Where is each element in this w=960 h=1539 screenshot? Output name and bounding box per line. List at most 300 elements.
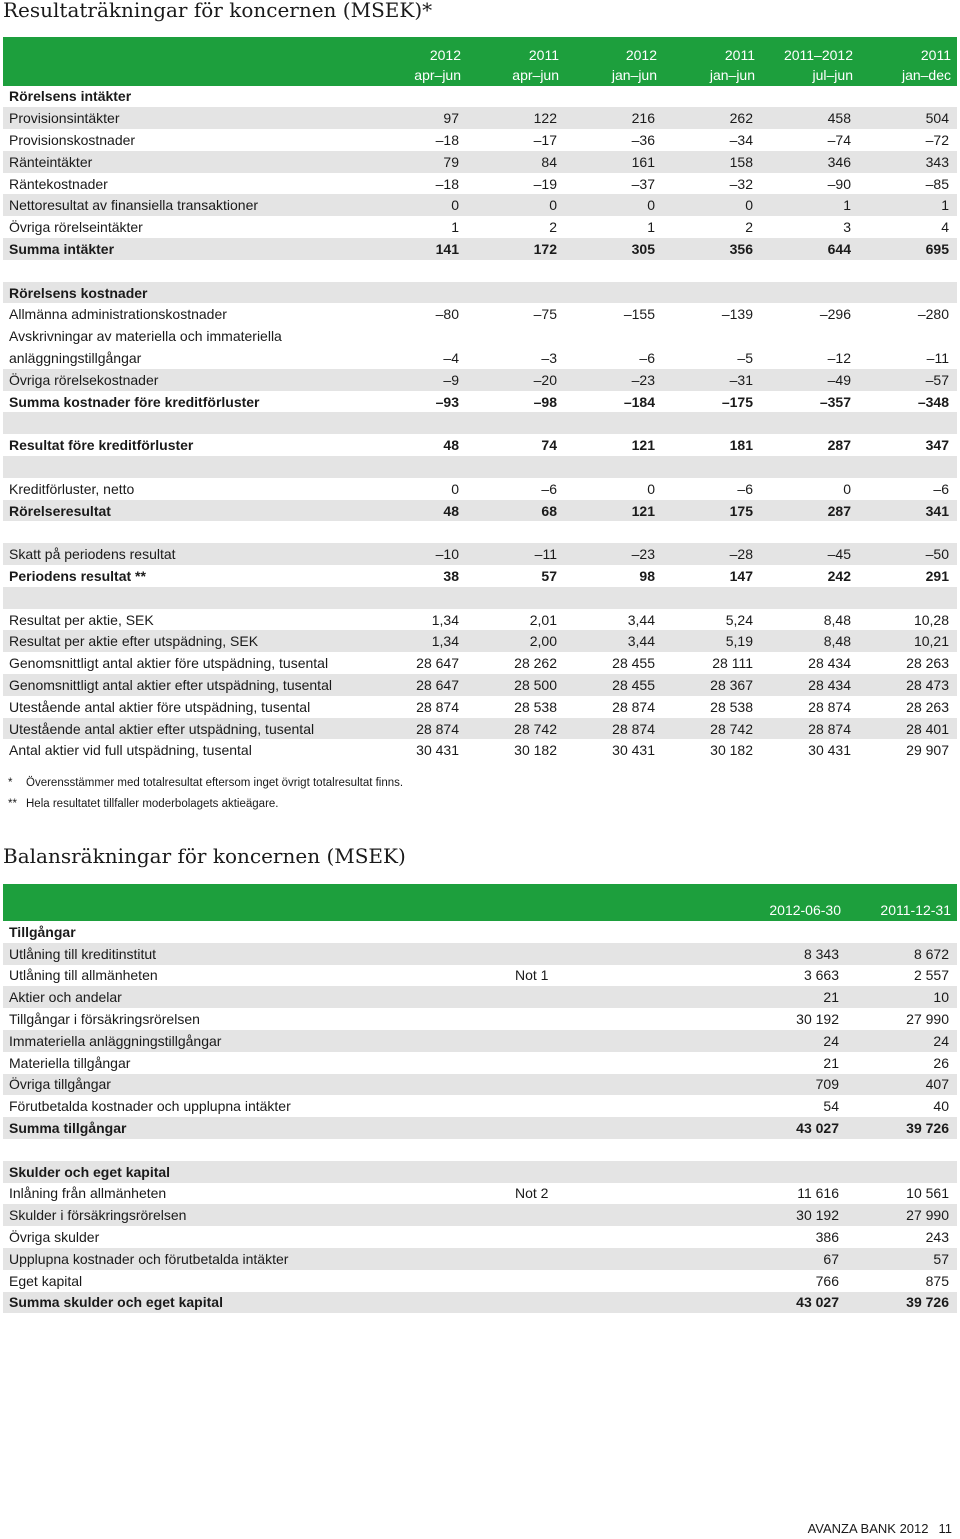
row-value: 38 xyxy=(443,567,459,584)
row-value: 0 xyxy=(467,194,565,216)
row-value: –23 xyxy=(565,543,663,565)
row-value xyxy=(363,86,467,108)
row-label: Utestående antal aktier före utspädning, tusental xyxy=(9,698,311,715)
table-row xyxy=(3,1248,957,1270)
balance-rows xyxy=(3,921,957,1313)
row-label xyxy=(3,521,363,543)
row-value: –9 xyxy=(363,369,467,391)
year-header: 2011 xyxy=(663,37,761,65)
year-header: 2012 xyxy=(565,37,663,65)
row-value: 28 367 xyxy=(663,674,761,696)
row-value xyxy=(565,260,663,282)
row-label: Resultat per aktie efter utspädning, SEK xyxy=(3,630,363,652)
table-row xyxy=(3,652,957,674)
row-label: Summa skulder och eget kapital xyxy=(3,1292,509,1314)
page-footer xyxy=(808,1521,952,1536)
row-note xyxy=(509,1117,659,1139)
row-value: –10 xyxy=(363,543,467,565)
table-row xyxy=(3,173,957,195)
row-value: 28 434 xyxy=(761,674,859,696)
row-value: 8,48 xyxy=(761,630,859,652)
row-value: 122 xyxy=(467,107,565,129)
row-value xyxy=(663,521,761,543)
table-row xyxy=(3,1008,957,1030)
row-label: Genomsnittligt antal aktier efter utspädning, tusental xyxy=(3,674,363,696)
row-value: 67 xyxy=(659,1248,847,1270)
table-row xyxy=(3,282,957,304)
row-label: Utlåning till kreditinstitut xyxy=(3,943,509,965)
table-row xyxy=(3,216,957,238)
row-value: 57 xyxy=(847,1248,957,1270)
row-value xyxy=(565,282,663,304)
row-value xyxy=(761,587,859,609)
row-value xyxy=(467,260,565,282)
row-value: 43 027 xyxy=(659,1292,847,1314)
row-value: 2,01 xyxy=(529,611,557,628)
footnote-text: Överensstämmer med totalresultat eftersom inget övrigt totalresultat finns. xyxy=(26,777,404,789)
row-value: 30 431 xyxy=(612,742,655,759)
row-value: 1 xyxy=(647,219,655,236)
table-row xyxy=(3,630,957,652)
row-value: 644 xyxy=(761,238,859,260)
row-value xyxy=(847,921,957,943)
row-value: 27 990 xyxy=(847,1204,957,1226)
year-header: 2011–2012 xyxy=(761,37,859,65)
row-value: –17 xyxy=(533,131,557,148)
row-value: –28 xyxy=(663,543,761,565)
page-number: 11 xyxy=(938,1521,952,1536)
row-label: Rörelseresultat xyxy=(3,500,363,522)
period-header: apr–jun xyxy=(363,65,467,86)
row-note xyxy=(509,1074,659,1096)
row-label: Räntekostnader xyxy=(9,175,108,192)
row-value xyxy=(363,282,467,304)
row-value xyxy=(663,282,761,304)
row-label: Kreditförluster, netto xyxy=(9,480,135,497)
table-row xyxy=(3,260,957,282)
row-value xyxy=(565,587,663,609)
table-row xyxy=(3,86,957,108)
table-row xyxy=(3,521,957,543)
row-label: Upplupna kostnader och förutbetalda intäkter xyxy=(3,1248,509,1270)
row-value xyxy=(859,587,957,609)
row-label: Genomsnittligt antal aktier före utspädning, tusental xyxy=(9,655,329,672)
row-value: 98 xyxy=(639,567,655,584)
row-value: 74 xyxy=(541,437,557,454)
row-value: –85 xyxy=(925,175,949,192)
row-label xyxy=(3,456,363,478)
row-value: 28 647 xyxy=(363,674,467,696)
row-note xyxy=(509,986,659,1008)
row-value: 356 xyxy=(663,238,761,260)
row-value xyxy=(859,521,957,543)
row-note xyxy=(509,1030,659,1052)
row-label: Utlåning till allmänheten xyxy=(9,967,158,984)
table-row xyxy=(3,543,957,565)
date-header: 2012-06-30 xyxy=(659,895,847,921)
row-value: 97 xyxy=(363,107,467,129)
row-note xyxy=(509,1095,659,1117)
row-value: –98 xyxy=(533,393,557,410)
row-value: –90 xyxy=(827,175,851,192)
row-value: –4 xyxy=(443,349,459,366)
row-value: –12 xyxy=(827,349,851,366)
row-value xyxy=(761,325,859,347)
row-value: 28 874 xyxy=(808,698,851,715)
row-label: Rörelsens intäkter xyxy=(9,88,132,105)
table-row xyxy=(3,718,957,740)
row-value xyxy=(859,412,957,434)
row-value xyxy=(663,456,761,478)
row-value xyxy=(565,325,663,347)
row-label: Resultat före kreditförluster xyxy=(9,437,194,454)
row-value: 0 xyxy=(663,194,761,216)
row-label: Provisionsintäkter xyxy=(3,107,363,129)
table-row xyxy=(3,674,957,696)
row-value: 1 xyxy=(451,219,459,236)
table-row xyxy=(3,325,957,347)
row-note: Not 2 xyxy=(515,1185,549,1202)
row-value xyxy=(467,282,565,304)
row-value: 1 xyxy=(859,194,957,216)
row-value: 21 xyxy=(823,1054,839,1071)
header-blank xyxy=(3,895,509,921)
table-row xyxy=(3,587,957,609)
row-value: 24 xyxy=(847,1030,957,1052)
row-value xyxy=(467,587,565,609)
row-value: 28 401 xyxy=(859,718,957,740)
row-note xyxy=(509,1226,659,1248)
row-value: 11 616 xyxy=(797,1185,839,1202)
table-row xyxy=(3,1226,957,1248)
row-value: –155 xyxy=(623,306,655,323)
footnote-mark: * xyxy=(8,777,13,789)
table-row xyxy=(3,986,957,1008)
row-value: 1,34 xyxy=(431,611,459,628)
income-statement-title: Resultaträkningar för koncernen (MSEK)* xyxy=(3,0,433,22)
row-value: 1,34 xyxy=(363,630,467,652)
header-blank xyxy=(509,895,659,921)
row-value: 3 xyxy=(843,219,851,236)
table-row xyxy=(3,500,957,522)
table-row xyxy=(3,1074,957,1096)
row-value: 28 263 xyxy=(906,655,949,672)
row-label xyxy=(3,1139,509,1161)
row-value: 147 xyxy=(729,567,753,584)
row-value xyxy=(363,260,467,282)
row-value: 28 874 xyxy=(565,718,663,740)
row-value: 0 xyxy=(843,480,851,497)
row-value: 287 xyxy=(761,500,859,522)
row-value: 1 xyxy=(761,194,859,216)
row-value: 305 xyxy=(565,238,663,260)
row-value: 40 xyxy=(933,1098,949,1115)
income-header-years xyxy=(3,37,957,65)
row-value xyxy=(663,587,761,609)
table-row xyxy=(3,391,957,413)
row-value: 2,00 xyxy=(467,630,565,652)
row-label xyxy=(3,587,363,609)
row-value: –20 xyxy=(467,369,565,391)
row-value: 262 xyxy=(663,107,761,129)
row-value: –3 xyxy=(541,349,557,366)
row-value: –32 xyxy=(729,175,753,192)
row-value: –80 xyxy=(435,306,459,323)
row-value: –75 xyxy=(533,306,557,323)
row-value: 30 431 xyxy=(416,742,459,759)
table-row xyxy=(3,1204,957,1226)
row-note xyxy=(509,1204,659,1226)
row-label: Skulder i försäkringsrörelsen xyxy=(3,1204,509,1226)
row-value: –184 xyxy=(623,393,655,410)
balance-header-dates xyxy=(3,895,957,921)
row-value: 121 xyxy=(565,500,663,522)
row-value xyxy=(565,412,663,434)
table-row xyxy=(3,1030,957,1052)
row-value: –6 xyxy=(933,480,949,497)
row-value xyxy=(663,412,761,434)
row-label: Periodens resultat ** xyxy=(9,567,146,584)
row-value: 709 xyxy=(659,1074,847,1096)
row-value: –18 xyxy=(435,175,459,192)
row-note xyxy=(509,943,659,965)
row-value: 28 647 xyxy=(416,655,459,672)
row-note xyxy=(509,1139,659,1161)
row-value: –72 xyxy=(925,131,949,148)
row-label: Övriga rörelsekostnader xyxy=(3,369,363,391)
table-row xyxy=(3,565,957,587)
row-value: 121 xyxy=(631,437,655,454)
row-value: –139 xyxy=(721,306,753,323)
row-value: 28 473 xyxy=(859,674,957,696)
row-label: Immateriella anläggningstillgångar xyxy=(3,1030,509,1052)
row-value xyxy=(847,1161,957,1183)
footer-company: AVANZA BANK 2012 xyxy=(807,1521,929,1536)
footnote-text: Hela resultatet tillfaller moderbolagets aktieägare. xyxy=(26,798,279,810)
row-value xyxy=(859,260,957,282)
row-note xyxy=(509,1248,659,1270)
income-rows xyxy=(3,86,957,762)
row-value xyxy=(859,325,957,347)
row-note xyxy=(509,1008,659,1030)
row-value: 39 726 xyxy=(847,1292,957,1314)
row-value: 10 xyxy=(847,986,957,1008)
row-label: Övriga tillgångar xyxy=(3,1074,509,1096)
row-value: 28 111 xyxy=(712,655,753,672)
table-row xyxy=(3,1095,957,1117)
table-row xyxy=(3,369,957,391)
row-value: 30 182 xyxy=(514,742,557,759)
row-value: 30 192 xyxy=(796,1011,839,1028)
row-value: 386 xyxy=(815,1229,839,1246)
row-value: –6 xyxy=(639,349,655,366)
row-label: anläggningstillgångar xyxy=(9,349,142,366)
row-value: 8 343 xyxy=(659,943,847,965)
row-value: 57 xyxy=(541,567,557,584)
row-value: 28 455 xyxy=(565,674,663,696)
table-row xyxy=(3,1183,957,1205)
row-value: 346 xyxy=(761,151,859,173)
period-header: jan–dec xyxy=(859,65,957,86)
row-value: –357 xyxy=(819,393,851,410)
table-row xyxy=(3,965,957,987)
row-label: Aktier och andelar xyxy=(3,986,509,1008)
row-value: 3,44 xyxy=(627,611,655,628)
row-value: 8 672 xyxy=(847,943,957,965)
balance-sheet-title: Balansräkningar för koncernen (MSEK) xyxy=(3,844,406,868)
row-value: 141 xyxy=(363,238,467,260)
row-note xyxy=(509,1161,659,1183)
row-value: –57 xyxy=(859,369,957,391)
row-value xyxy=(363,325,467,347)
table-row xyxy=(3,238,957,260)
row-value: 2 xyxy=(745,219,753,236)
row-value: –36 xyxy=(631,131,655,148)
row-value: 5,24 xyxy=(725,611,753,628)
row-value: 28 742 xyxy=(663,718,761,740)
row-value: 28 874 xyxy=(363,718,467,740)
row-label: Antal aktier vid full utspädning, tusental xyxy=(9,742,252,759)
table-row xyxy=(3,1270,957,1292)
row-value: 0 xyxy=(565,194,663,216)
row-value: 291 xyxy=(925,567,949,584)
row-note xyxy=(509,1052,659,1074)
table-row xyxy=(3,456,957,478)
row-label: Rörelsens kostnader xyxy=(3,282,363,304)
table-row xyxy=(3,412,957,434)
row-value: 2 xyxy=(549,219,557,236)
row-value xyxy=(467,456,565,478)
row-value: 347 xyxy=(925,437,949,454)
row-value xyxy=(761,521,859,543)
row-value: 79 xyxy=(363,151,467,173)
row-value: 29 907 xyxy=(906,742,949,759)
table-row xyxy=(3,303,957,325)
row-value: –93 xyxy=(435,393,459,410)
footnote-mark: ** xyxy=(8,798,17,810)
row-value: 54 xyxy=(823,1098,839,1115)
row-value: 3 663 xyxy=(803,967,839,984)
table-row xyxy=(3,1139,957,1161)
table-row xyxy=(3,739,957,761)
footnote xyxy=(8,798,279,810)
row-value: 28 874 xyxy=(761,718,859,740)
row-note xyxy=(509,1270,659,1292)
row-value: 161 xyxy=(565,151,663,173)
row-value: 175 xyxy=(663,500,761,522)
row-value: 3,44 xyxy=(565,630,663,652)
row-value xyxy=(659,1161,847,1183)
row-value: 766 xyxy=(815,1272,839,1289)
table-row xyxy=(3,1117,957,1139)
row-value: 0 xyxy=(363,194,467,216)
row-value: 28 874 xyxy=(612,698,655,715)
header-blank xyxy=(3,65,363,86)
row-value: 458 xyxy=(761,107,859,129)
row-value xyxy=(363,456,467,478)
row-value: 504 xyxy=(859,107,957,129)
row-label: Avskrivningar av materiella och immateriella xyxy=(9,328,282,345)
row-value: 84 xyxy=(467,151,565,173)
row-label: Ränteintäkter xyxy=(3,151,363,173)
row-value: –23 xyxy=(565,369,663,391)
table-row xyxy=(3,943,957,965)
row-value: 30 431 xyxy=(808,742,851,759)
row-value: 343 xyxy=(859,151,957,173)
row-value: 216 xyxy=(565,107,663,129)
row-label: Utestående antal aktier efter utspädning, tusental xyxy=(3,718,363,740)
row-value xyxy=(659,921,847,943)
row-value: 28 262 xyxy=(514,655,557,672)
row-value: –6 xyxy=(541,480,557,497)
row-value: 341 xyxy=(859,500,957,522)
row-value: 28 538 xyxy=(710,698,753,715)
row-value xyxy=(761,456,859,478)
row-value: 5,19 xyxy=(663,630,761,652)
row-value: 2 557 xyxy=(913,967,949,984)
row-label: Provisionskostnader xyxy=(9,131,136,148)
year-header: 2011 xyxy=(467,37,565,65)
table-row xyxy=(3,151,957,173)
row-label: Skatt på periodens resultat xyxy=(3,543,363,565)
row-label: Nettoresultat av finansiella transaktioner xyxy=(3,194,363,216)
period-header: apr–jun xyxy=(467,65,565,86)
row-value: 0 xyxy=(451,480,459,497)
row-value xyxy=(761,86,859,108)
row-value xyxy=(859,86,957,108)
row-value: –49 xyxy=(761,369,859,391)
row-value: 28 538 xyxy=(514,698,557,715)
footnote xyxy=(8,777,403,789)
row-value xyxy=(659,1139,847,1161)
row-label: Summa tillgångar xyxy=(3,1117,509,1139)
period-header: jan–jun xyxy=(565,65,663,86)
year-header: 2012 xyxy=(363,37,467,65)
row-value xyxy=(761,260,859,282)
row-value: –18 xyxy=(435,131,459,148)
table-row xyxy=(3,1292,957,1314)
row-value xyxy=(859,282,957,304)
row-value: –34 xyxy=(729,131,753,148)
row-value xyxy=(663,260,761,282)
row-note: Not 1 xyxy=(515,967,549,984)
row-value: 875 xyxy=(925,1272,949,1289)
row-value xyxy=(663,86,761,108)
balance-header-top xyxy=(3,884,957,895)
row-value xyxy=(859,456,957,478)
row-value: –50 xyxy=(859,543,957,565)
row-value: –11 xyxy=(926,349,949,366)
row-value: 28 434 xyxy=(808,655,851,672)
row-value: –11 xyxy=(467,543,565,565)
income-header-periods xyxy=(3,65,957,86)
row-value: 28 455 xyxy=(612,655,655,672)
row-value xyxy=(663,325,761,347)
table-row xyxy=(3,478,957,500)
row-value: 8,48 xyxy=(823,611,851,628)
row-value: –175 xyxy=(721,393,753,410)
row-value: 172 xyxy=(467,238,565,260)
row-value: 695 xyxy=(859,238,957,260)
row-value: 28 742 xyxy=(467,718,565,740)
table-row xyxy=(3,129,957,151)
row-value: 10 561 xyxy=(906,1185,949,1202)
row-value: –19 xyxy=(533,175,557,192)
row-value: –74 xyxy=(827,131,851,148)
row-label: Summa intäkter xyxy=(3,238,363,260)
row-value: –45 xyxy=(761,543,859,565)
row-value xyxy=(467,412,565,434)
